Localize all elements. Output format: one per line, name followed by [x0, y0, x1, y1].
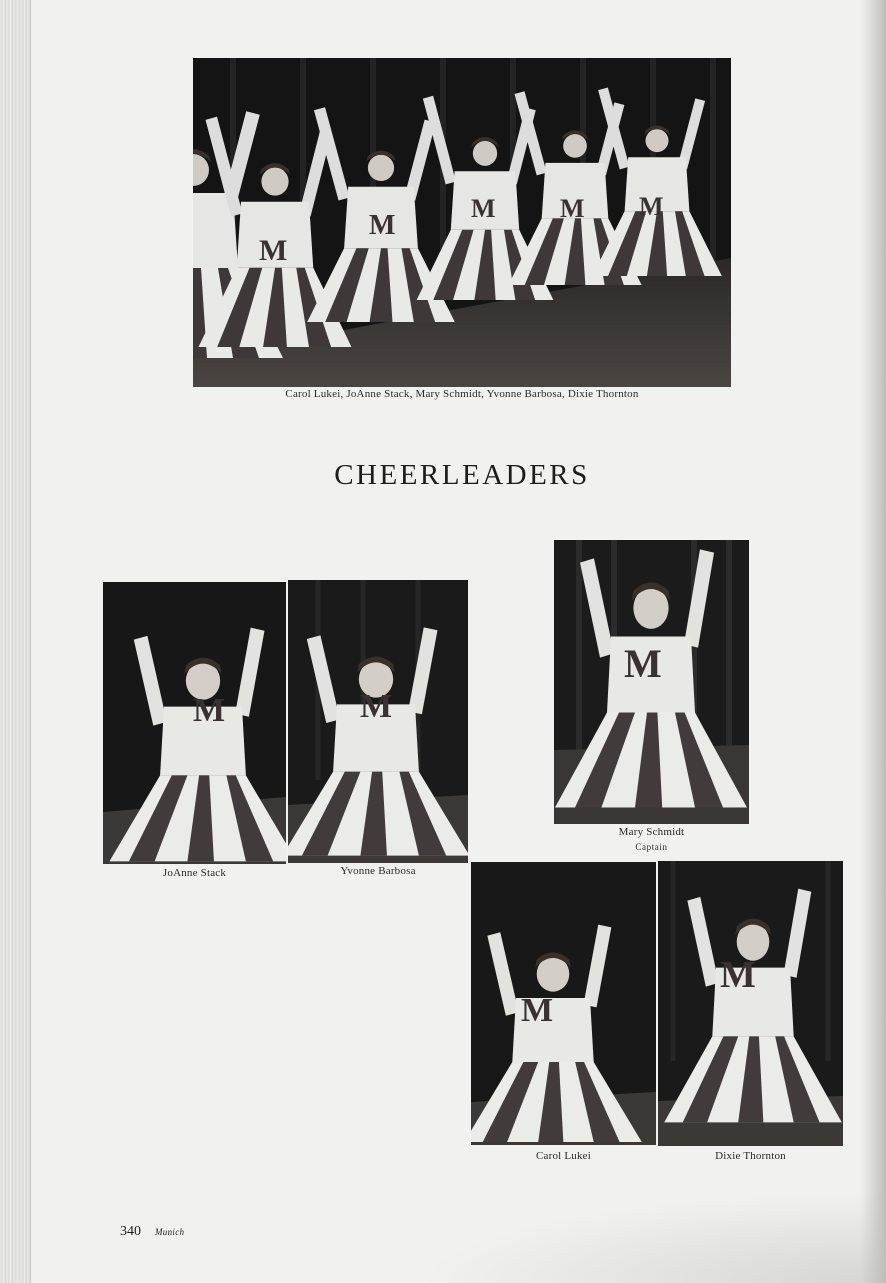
book-name: Munich — [155, 1227, 185, 1237]
caption-dixie-thornton: Dixie Thornton — [715, 1150, 786, 1162]
page-binding-edge — [0, 0, 31, 1283]
sweater-letter: M — [360, 688, 393, 725]
portrait-yvonne-barbosa — [288, 580, 468, 863]
sweater-letter: M — [639, 192, 664, 221]
page-right-edge — [860, 0, 886, 1283]
page-title: CHEERLEADERS — [334, 459, 590, 492]
group-photo — [193, 58, 731, 387]
sweater-letter: M — [471, 194, 496, 223]
caption-joanne-stack: JoAnne Stack — [162, 867, 227, 879]
caption-yvonne-barbosa: Yvonne Barbosa — [340, 865, 416, 877]
portrait-carol-lukei — [471, 862, 656, 1145]
sweater-letter: M — [624, 641, 662, 686]
portrait-dixie-thornton — [658, 861, 843, 1146]
portrait-mary-schmidt — [554, 540, 749, 824]
page-footer — [120, 1224, 184, 1240]
group-photo-caption: Carol Lukei, JoAnne Stack, Mary Schmidt, Yvonne Barbosa, Dixie Thornton — [285, 388, 639, 400]
caption-captain-role: Captain — [635, 842, 668, 852]
portrait-joanne-stack — [103, 582, 286, 864]
caption-mary-schmidt: Mary Schmidt — [618, 826, 685, 838]
sweater-letter: M — [369, 210, 396, 241]
sweater-letter: M — [193, 692, 226, 729]
page-shadow — [420, 1193, 886, 1283]
sweater-letter: M — [720, 954, 756, 996]
caption-carol-lukei: Carol Lukei — [535, 1150, 592, 1162]
page-number: 340 — [120, 1224, 141, 1239]
sweater-letter: M — [259, 234, 288, 267]
sweater-letter: M — [521, 992, 554, 1029]
sweater-letter: M — [560, 194, 585, 223]
